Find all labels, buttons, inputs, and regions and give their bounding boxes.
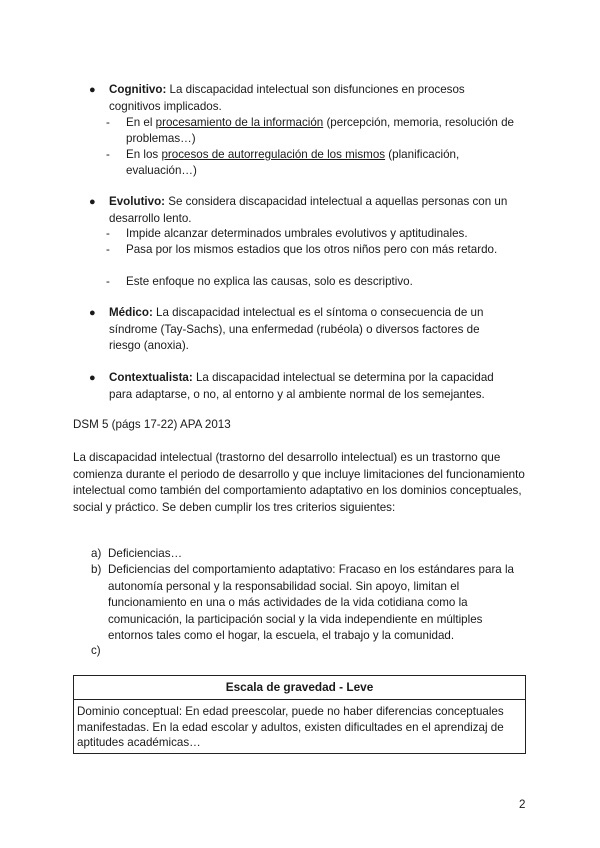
section-title: Contextualista: xyxy=(109,371,193,384)
criterion-b: b) Deficiencias del comportamiento adaptativo: Fracaso en los estándares para la autonomía personal y la responsabilidad social. Sin apoyo, limitan el funcionamiento en una o más actividades de la vida cotidiana como la comunicación, la participación social y la vida independiente en múltiples entornos tales como el hogar, la escuela, el trabajo y la comunidad. xyxy=(91,563,515,642)
dsm-heading: DSM 5 (págs 17-22) APA 2013 xyxy=(73,418,231,431)
list-item: - En los procesos de autorregulación de los mismos (planificación, evaluación…) xyxy=(106,148,460,177)
list-item: - Pasa por los mismos estadios que los otros niños pero con más retardo. xyxy=(106,243,498,256)
underlined-term: procesamiento de la información xyxy=(155,116,324,129)
section-evolutivo xyxy=(89,194,529,227)
dsm-paragraph: La discapacidad intelectual (trastorno del desarrollo intelectual) es un trastorno que comienza durante el periodo de desarrollo y que incluye limitaciones del funcionamiento intelectual como también del comportamiento adaptativo en los dominios conceptuales, social y práctico. Se deben cumplir los tres criterios siguientes: xyxy=(73,451,525,514)
bullet-icon: ● xyxy=(89,196,96,208)
dash-icon: - xyxy=(106,148,110,161)
dash-icon: - xyxy=(106,227,110,240)
severity-table-header: Escala de gravedad - Leve xyxy=(74,676,525,700)
section-title: Evolutivo: xyxy=(109,195,166,208)
section-title: Médico: xyxy=(109,306,153,319)
section-text: La discapacidad intelectual se determina por la capacidad para adaptarse, o no, al entorno y al ambiente normal de los semejantes. xyxy=(109,371,494,401)
underlined-term: procesos de autorregulación de los mismos xyxy=(161,148,386,161)
criterion-a: a) Deficiencias… xyxy=(91,547,183,560)
severity-table xyxy=(73,675,526,754)
section-title: Cognitivo: xyxy=(109,83,167,96)
section-medico xyxy=(89,305,514,355)
section-text: La discapacidad intelectual es el síntoma o consecuencia de un síndrome (Tay-Sachs), una enfermedad (rubéola) o diversos factores de riesgo (anoxia). xyxy=(109,306,484,352)
severity-table-body: Dominio conceptual: En edad preescolar, puede no haber diferencias conceptuales manifestadas. En la edad escolar y adultos, existen dificultades en el aprendizaj de aptitudes académicas… xyxy=(77,705,504,749)
bullet-icon: ● xyxy=(89,84,96,96)
list-item: - Impide alcanzar determinados umbrales evolutivos y aptitudinales. xyxy=(106,227,468,240)
section-cognitivo xyxy=(89,82,509,115)
bullet-icon: ● xyxy=(89,307,96,319)
list-item: - En el procesamiento de la información (percepción, memoria, resolución de problemas…) xyxy=(106,116,514,145)
section-text: Se considera discapacidad intelectual a aquellas personas con un desarrollo lento. xyxy=(109,195,508,225)
page-number: 2 xyxy=(519,798,526,811)
dash-icon: - xyxy=(106,275,110,288)
section-text: La discapacidad intelectual son disfunciones en procesos cognitivos implicados. xyxy=(109,83,465,113)
dash-icon: - xyxy=(106,116,110,129)
bullet-icon: ● xyxy=(89,372,96,384)
section-contextualista xyxy=(89,370,514,403)
dash-icon: - xyxy=(106,243,110,256)
list-item: - Este enfoque no explica las causas, solo es descriptivo. xyxy=(106,275,413,288)
